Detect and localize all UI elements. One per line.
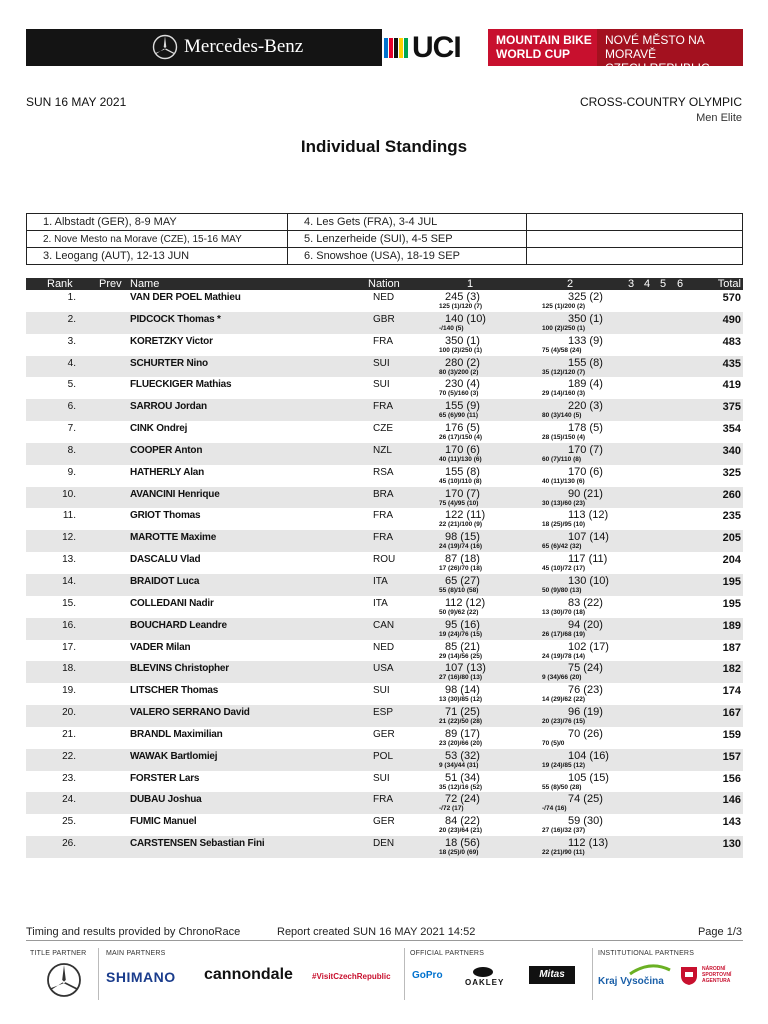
round-1-breakdown-cell: -/140 (5) <box>439 324 464 332</box>
round-2-points-cell: 130 (10) <box>568 574 609 587</box>
round-2-breakdown-cell: 24 (19)/78 (14) <box>542 652 585 660</box>
rider-name-cell: FUMIC Manuel <box>130 816 197 828</box>
nation-cell: GER <box>373 728 395 740</box>
event-cell <box>527 231 743 248</box>
round-1-points-cell: 84 (22) <box>445 815 480 828</box>
table-row <box>26 421 743 443</box>
round-1-breakdown-cell: 23 (20)/66 (20) <box>439 739 482 747</box>
round-1-breakdown-cell: 45 (10)/110 (8) <box>439 477 482 485</box>
round-2-breakdown-cell: 22 (21)/90 (11) <box>542 849 585 857</box>
round-2-points-cell: 70 (26) <box>568 727 603 740</box>
rank-cell: 15. <box>62 597 76 609</box>
rank-cell: 20. <box>62 707 76 719</box>
col-prev: Prev <box>99 278 122 290</box>
report-created: Report created SUN 16 MAY 2021 14:52 <box>277 926 476 938</box>
round-1-points-cell: 176 (5) <box>445 422 480 435</box>
standings-table <box>26 290 743 858</box>
table-row <box>26 749 743 771</box>
cannondale-logo: cannondale <box>204 966 293 983</box>
col-rank: Rank <box>47 278 73 290</box>
table-row <box>26 596 743 618</box>
round-1-points-cell: 53 (32) <box>445 749 480 762</box>
rank-cell: 16. <box>62 619 76 631</box>
nation-cell: FRA <box>373 401 393 413</box>
round-1-breakdown-cell: 70 (5)/160 (3) <box>439 390 479 398</box>
nation-cell: FRA <box>373 335 393 347</box>
nation-cell: FRA <box>373 532 393 544</box>
official-partners-label: OFFICIAL PARTNERS <box>410 950 485 957</box>
total-points-cell: 354 <box>722 423 741 436</box>
nation-cell: CAN <box>373 619 395 631</box>
table-row <box>26 334 743 356</box>
events-row <box>27 231 743 248</box>
round-2-breakdown-cell: 100 (2)/250 (1) <box>542 324 585 332</box>
oakley-logo: OAKLEY <box>465 978 505 987</box>
table-row <box>26 377 743 399</box>
rank-cell: 24. <box>62 794 76 806</box>
nation-cell: GER <box>373 816 395 828</box>
gopro-logo: GoPro <box>412 970 443 981</box>
round-2-breakdown-cell: 75 (4)/58 (24) <box>542 346 582 354</box>
table-row <box>26 443 743 465</box>
timing-provider: Timing and results provided by ChronoRace <box>26 926 241 938</box>
rider-name-cell: FORSTER Lars <box>130 772 200 784</box>
venue-line-2: CZECH REPUBLIC <box>605 61 710 75</box>
round-1-points-cell: 112 (12) <box>445 596 486 609</box>
round-2-points-cell: 59 (30) <box>568 815 603 828</box>
col-round-2: 2 <box>567 278 574 290</box>
nation-cell: DEN <box>373 838 395 850</box>
round-1-breakdown-cell: 40 (11)/130 (6) <box>439 455 482 463</box>
nation-cell: POL <box>373 750 394 762</box>
round-1-points-cell: 245 (3) <box>445 291 480 303</box>
rider-name-cell: BRANDL Maximilian <box>130 728 223 740</box>
round-1-points-cell: 51 (34) <box>445 771 480 784</box>
col-nation: Nation <box>368 278 400 290</box>
series-name <box>488 29 597 66</box>
venue-name <box>597 29 743 75</box>
nation-cell: GBR <box>373 313 395 325</box>
round-1-points-cell: 230 (4) <box>445 378 480 391</box>
rider-name-cell: BOUCHARD Leandre <box>130 619 227 631</box>
round-2-breakdown-cell: 28 (15)/150 (4) <box>542 434 585 442</box>
rider-name-cell: CINK Ondrej <box>130 423 188 435</box>
round-1-points-cell: 170 (7) <box>445 487 480 500</box>
table-row <box>26 771 743 793</box>
rider-name-cell: FLUECKIGER Mathias <box>130 379 232 391</box>
institutional-partners-label: INSTITUTIONAL PARTNERS <box>598 950 695 957</box>
round-1-breakdown-cell: 13 (30)/85 (12) <box>439 696 482 704</box>
total-points-cell: 182 <box>722 663 741 676</box>
nation-cell: SUI <box>373 685 390 697</box>
round-1-breakdown-cell: 29 (14)/56 (25) <box>439 652 482 660</box>
total-points-cell: 146 <box>722 794 741 807</box>
partner-separator <box>404 948 405 1000</box>
rank-cell: 9. <box>67 466 76 478</box>
round-2-points-cell: 83 (22) <box>568 596 603 609</box>
rider-name-cell: VADER Milan <box>130 641 191 653</box>
rank-cell: 5. <box>67 379 76 391</box>
round-1-points-cell: 155 (9) <box>445 400 480 413</box>
round-2-points-cell: 96 (19) <box>568 706 603 719</box>
round-2-points-cell: 105 (15) <box>568 771 609 784</box>
rider-name-cell: HATHERLY Alan <box>130 466 205 478</box>
round-2-points-cell: 155 (8) <box>568 356 603 369</box>
rider-name-cell: DUBAU Joshua <box>130 794 202 806</box>
round-2-points-cell: 220 (3) <box>568 400 603 413</box>
report-date: SUN 16 MAY 2021 <box>26 95 127 109</box>
total-points-cell: 204 <box>722 554 741 567</box>
rider-name-cell: AVANCINI Henrique <box>130 488 220 500</box>
total-points-cell: 205 <box>722 532 741 545</box>
round-2-breakdown-cell: 80 (3)/140 (5) <box>542 412 582 420</box>
rider-name-cell: COLLEDANI Nadir <box>130 597 214 609</box>
round-1-points-cell: 89 (17) <box>445 727 480 740</box>
round-1-breakdown-cell: 50 (9)/62 (22) <box>439 608 479 616</box>
col-total: Total <box>717 278 741 290</box>
col-name: Name <box>130 278 160 290</box>
round-2-breakdown-cell: 70 (5)/0 <box>542 739 565 747</box>
events-row <box>27 248 743 265</box>
round-1-breakdown-cell: -/72 (17) <box>439 805 464 813</box>
mercedes-star-partner-icon <box>42 962 86 998</box>
total-points-cell: 143 <box>722 816 741 829</box>
nation-cell: ITA <box>373 597 388 609</box>
round-1-points-cell: 122 (11) <box>445 509 486 522</box>
round-1-breakdown-cell: 65 (6)/90 (11) <box>439 412 479 420</box>
total-points-cell: 260 <box>722 488 741 501</box>
round-1-points-cell: 280 (2) <box>445 356 480 369</box>
round-2-points-cell: 74 (25) <box>568 793 603 806</box>
table-row <box>26 727 743 749</box>
round-2-points-cell: 90 (21) <box>568 487 603 500</box>
standings-header <box>26 278 743 290</box>
round-1-points-cell: 170 (6) <box>445 443 480 456</box>
total-points-cell: 195 <box>722 597 741 610</box>
agentura-logo: NÁRODNÍ SPORTOVNÍ AGENTURA <box>702 966 732 984</box>
partner-separator <box>592 948 593 1000</box>
col-round-5: 5 <box>660 278 667 290</box>
table-row <box>26 312 743 334</box>
shimano-logo: SHIMANO <box>106 969 176 985</box>
header-banner <box>26 29 743 75</box>
uci-rainbow-bands-icon <box>382 36 410 60</box>
round-1-breakdown-cell: 24 (19)/74 (16) <box>439 543 482 551</box>
round-1-breakdown-cell: 100 (2)/250 (1) <box>439 346 482 354</box>
nation-cell: BRA <box>373 488 394 500</box>
event-cell: 1. Albstadt (GER), 8-9 MAY <box>27 214 288 231</box>
rank-cell: 2. <box>67 313 76 325</box>
round-2-points-cell: 133 (9) <box>568 334 603 347</box>
event-cell: 2. Nove Mesto na Morave (CZE), 15-16 MAY <box>27 231 288 248</box>
round-2-points-cell: 117 (11) <box>568 553 608 566</box>
round-1-points-cell: 140 (10) <box>445 312 486 325</box>
rank-cell: 25. <box>62 816 76 828</box>
rank-cell: 18. <box>62 663 76 675</box>
rank-cell: 6. <box>67 401 76 413</box>
round-1-points-cell: 18 (56) <box>445 837 480 850</box>
mitas-logo: Mitas <box>529 966 575 984</box>
table-row <box>26 640 743 662</box>
round-2-points-cell: 107 (14) <box>568 531 609 544</box>
total-points-cell: 340 <box>722 444 741 457</box>
round-1-breakdown-cell: 80 (3)/200 (2) <box>439 368 479 376</box>
rider-name-cell: PIDCOCK Thomas * <box>130 313 221 325</box>
total-points-cell: 156 <box>722 772 741 785</box>
total-points-cell: 375 <box>722 401 741 414</box>
table-row <box>26 465 743 487</box>
rank-cell: 17. <box>62 641 76 653</box>
nation-cell: FRA <box>373 510 393 522</box>
rider-name-cell: VALERO SERRANO David <box>130 707 250 719</box>
main-partners-label: MAIN PARTNERS <box>106 950 166 957</box>
nation-cell: NED <box>373 292 395 303</box>
total-points-cell: 435 <box>722 357 741 370</box>
round-2-points-cell: 113 (12) <box>568 509 609 522</box>
total-points-cell: 130 <box>722 838 741 851</box>
series-line-1: MOUNTAIN BIKE <box>496 33 592 47</box>
events-legend <box>26 213 743 265</box>
rank-cell: 23. <box>62 772 76 784</box>
total-points-cell: 187 <box>722 641 741 654</box>
rank-cell: 14. <box>62 575 76 587</box>
total-points-cell: 189 <box>722 619 741 632</box>
rank-cell: 1. <box>67 292 76 303</box>
table-row <box>26 399 743 421</box>
round-2-points-cell: 104 (16) <box>568 749 609 762</box>
round-2-points-cell: 102 (17) <box>568 640 609 653</box>
rider-name-cell: LITSCHER Thomas <box>130 685 219 697</box>
nation-cell: RSA <box>373 466 394 478</box>
round-1-points-cell: 350 (1) <box>445 334 480 347</box>
total-points-cell: 159 <box>722 728 741 741</box>
total-points-cell: 157 <box>722 750 741 763</box>
series-line-2: WORLD CUP <box>496 47 570 61</box>
round-2-points-cell: 189 (4) <box>568 378 603 391</box>
round-1-points-cell: 87 (18) <box>445 553 480 566</box>
rank-cell: 7. <box>67 423 76 435</box>
nation-cell: ITA <box>373 575 388 587</box>
round-1-breakdown-cell: 55 (8)/10 (58) <box>439 586 479 594</box>
round-2-breakdown-cell: 14 (29)/62 (22) <box>542 696 585 704</box>
title-partner-label: TITLE PARTNER <box>30 950 87 957</box>
nation-cell: ESP <box>373 707 394 719</box>
kraj-vysocina-logo: Kraj Vysočina <box>598 976 664 987</box>
table-row <box>26 814 743 836</box>
rank-cell: 10. <box>62 488 76 500</box>
rank-cell: 12. <box>62 532 76 544</box>
event-cell: 4. Les Gets (FRA), 3-4 JUL <box>288 214 527 231</box>
table-row <box>26 356 743 378</box>
table-row <box>26 290 743 312</box>
round-2-breakdown-cell: 13 (30)/70 (18) <box>542 608 585 616</box>
event-cell: 6. Snowshoe (USA), 18-19 SEP <box>288 248 527 265</box>
round-1-points-cell: 155 (8) <box>445 465 480 478</box>
table-row <box>26 661 743 683</box>
round-2-breakdown-cell: -/74 (16) <box>542 805 567 813</box>
round-2-breakdown-cell: 19 (24)/85 (12) <box>542 761 585 769</box>
round-1-breakdown-cell: 27 (16)/80 (13) <box>439 674 482 682</box>
round-1-breakdown-cell: 18 (25)/0 (69) <box>439 849 479 857</box>
nation-cell: NZL <box>373 444 392 456</box>
rider-name-cell: VAN DER POEL Mathieu <box>130 292 241 303</box>
rider-name-cell: BLEVINS Christopher <box>130 663 229 675</box>
event-cell <box>527 248 743 265</box>
round-2-points-cell: 325 (2) <box>568 291 603 303</box>
table-row <box>26 487 743 509</box>
venue-line-1: NOVÉ MĚSTO NA MORAVĚ <box>605 33 705 61</box>
round-1-breakdown-cell: 17 (26)/70 (18) <box>439 565 482 573</box>
round-2-points-cell: 75 (24) <box>568 662 603 675</box>
table-row <box>26 683 743 705</box>
total-points-cell: 195 <box>722 575 741 588</box>
table-row <box>26 552 743 574</box>
event-cell: 3. Leogang (AUT), 12-13 JUN <box>27 248 288 265</box>
rider-name-cell: BRAIDOT Luca <box>130 575 200 587</box>
round-2-breakdown-cell: 60 (7)/110 (8) <box>542 455 582 463</box>
round-1-points-cell: 72 (24) <box>445 793 480 806</box>
visitczech-logo: #VisitCzechRepublic <box>312 972 391 981</box>
round-2-points-cell: 170 (6) <box>568 465 603 478</box>
round-2-breakdown-cell: 26 (17)/68 (19) <box>542 630 585 638</box>
round-2-breakdown-cell: 40 (11)/130 (6) <box>542 477 585 485</box>
round-1-breakdown-cell: 125 (1)/120 (7) <box>439 303 482 310</box>
round-2-points-cell: 112 (13) <box>568 837 609 850</box>
page-title: Individual Standings <box>300 137 468 156</box>
rank-cell: 3. <box>67 335 76 347</box>
table-row <box>26 618 743 640</box>
rank-cell: 22. <box>62 750 76 762</box>
event-name: CROSS-COUNTRY OLYMPIC <box>579 95 742 109</box>
round-1-points-cell: 85 (21) <box>445 640 480 653</box>
round-2-breakdown-cell: 45 (10)/72 (17) <box>542 565 585 573</box>
table-row <box>26 792 743 814</box>
round-2-points-cell: 178 (5) <box>568 422 603 435</box>
round-2-points-cell: 350 (1) <box>568 312 603 325</box>
sponsor-brand: Mercedes-Benz <box>184 36 304 57</box>
rider-name-cell: SCHURTER Nino <box>130 357 208 369</box>
rider-name-cell: KORETZKY Victor <box>130 335 213 347</box>
nation-cell: SUI <box>373 379 390 391</box>
col-round-6: 6 <box>677 278 684 290</box>
total-points-cell: 490 <box>722 313 741 326</box>
round-2-breakdown-cell: 50 (9)/80 (13) <box>542 586 582 594</box>
mercedes-star-icon <box>152 34 178 60</box>
round-2-breakdown-cell: 35 (12)/120 (7) <box>542 368 585 376</box>
table-row <box>26 574 743 596</box>
round-2-points-cell: 94 (20) <box>568 618 603 631</box>
kraj-vysocina-swoosh-icon <box>628 964 672 976</box>
col-round-1: 1 <box>467 278 474 290</box>
footer-divider <box>26 940 743 941</box>
category: Men Elite <box>696 112 742 124</box>
nation-cell: CZE <box>373 423 393 435</box>
agentura-shield-icon <box>680 966 698 986</box>
rank-cell: 19. <box>62 685 76 697</box>
table-row <box>26 530 743 552</box>
round-1-points-cell: 65 (27) <box>445 574 480 587</box>
round-1-breakdown-cell: 9 (34)/44 (31) <box>439 761 479 769</box>
round-2-breakdown-cell: 18 (25)/95 (10) <box>542 521 585 529</box>
round-1-breakdown-cell: 20 (23)/64 (21) <box>439 827 482 835</box>
round-1-breakdown-cell: 35 (12)/16 (52) <box>439 783 482 791</box>
rider-name-cell: GRIOT Thomas <box>130 510 201 522</box>
table-row <box>26 508 743 530</box>
rider-name-cell: SARROU Jordan <box>130 401 207 413</box>
round-1-points-cell: 95 (16) <box>445 618 480 631</box>
table-row <box>26 705 743 727</box>
rider-name-cell: WAWAK Bartlomiej <box>130 750 218 762</box>
nation-cell: SUI <box>373 357 390 369</box>
round-2-breakdown-cell: 9 (34)/66 (20) <box>542 674 582 682</box>
total-points-cell: 235 <box>722 510 741 523</box>
rider-name-cell: DASCALU Vlad <box>130 554 201 566</box>
round-1-breakdown-cell: 19 (24)/76 (15) <box>439 630 482 638</box>
rider-name-cell: COOPER Anton <box>130 444 203 456</box>
rank-cell: 4. <box>67 357 76 369</box>
round-1-points-cell: 98 (14) <box>445 684 480 697</box>
rank-cell: 21. <box>62 728 76 740</box>
round-1-breakdown-cell: 75 (4)/95 (10) <box>439 499 479 507</box>
round-1-breakdown-cell: 26 (17)/150 (4) <box>439 434 482 442</box>
event-cell <box>527 214 743 231</box>
rider-name-cell: CARSTENSEN Sebastian Fini <box>130 838 265 850</box>
rank-cell: 26. <box>62 838 76 850</box>
round-2-breakdown-cell: 30 (13)/60 (23) <box>542 499 585 507</box>
total-points-cell: 483 <box>722 335 741 348</box>
rider-name-cell: MAROTTE Maxime <box>130 532 217 544</box>
round-2-points-cell: 170 (7) <box>568 443 603 456</box>
round-2-breakdown-cell: 125 (1)/200 (2) <box>542 303 585 310</box>
round-2-breakdown-cell: 65 (6)/42 (32) <box>542 543 582 551</box>
rank-cell: 11. <box>62 510 76 522</box>
nation-cell: NED <box>373 641 395 653</box>
round-2-breakdown-cell: 55 (8)/50 (28) <box>542 783 582 791</box>
round-2-breakdown-cell: 29 (14)/160 (3) <box>542 390 585 398</box>
total-points-cell: 167 <box>722 707 741 720</box>
rank-cell: 13. <box>62 554 76 566</box>
nation-cell: ROU <box>373 554 396 566</box>
col-round-3: 3 <box>628 278 635 290</box>
round-2-breakdown-cell: 27 (16)/32 (37) <box>542 827 585 835</box>
round-1-points-cell: 71 (25) <box>445 706 480 719</box>
round-1-points-cell: 107 (13) <box>445 662 486 675</box>
nation-cell: SUI <box>373 772 390 784</box>
table-row <box>26 836 743 858</box>
total-points-cell: 419 <box>722 379 741 392</box>
page-number: Page 1/3 <box>697 926 742 938</box>
round-1-breakdown-cell: 22 (21)/100 (9) <box>439 521 482 529</box>
total-points-cell: 325 <box>722 466 741 479</box>
round-2-breakdown-cell: 20 (23)/76 (15) <box>542 718 585 726</box>
round-1-points-cell: 98 (15) <box>445 531 480 544</box>
total-points-cell: 570 <box>722 292 741 304</box>
partner-separator <box>98 948 99 1000</box>
nation-cell: FRA <box>373 794 393 806</box>
oakley-ellipse-icon <box>472 966 494 978</box>
rank-cell: 8. <box>67 444 76 456</box>
nation-cell: USA <box>373 663 394 675</box>
uci-wordmark: UCI <box>412 31 461 64</box>
total-points-cell: 174 <box>722 685 741 698</box>
col-round-4: 4 <box>644 278 651 290</box>
events-row <box>27 214 743 231</box>
event-cell: 5. Lenzerheide (SUI), 4-5 SEP <box>288 231 527 248</box>
round-1-breakdown-cell: 21 (22)/50 (28) <box>439 718 482 726</box>
round-2-points-cell: 76 (23) <box>568 684 603 697</box>
